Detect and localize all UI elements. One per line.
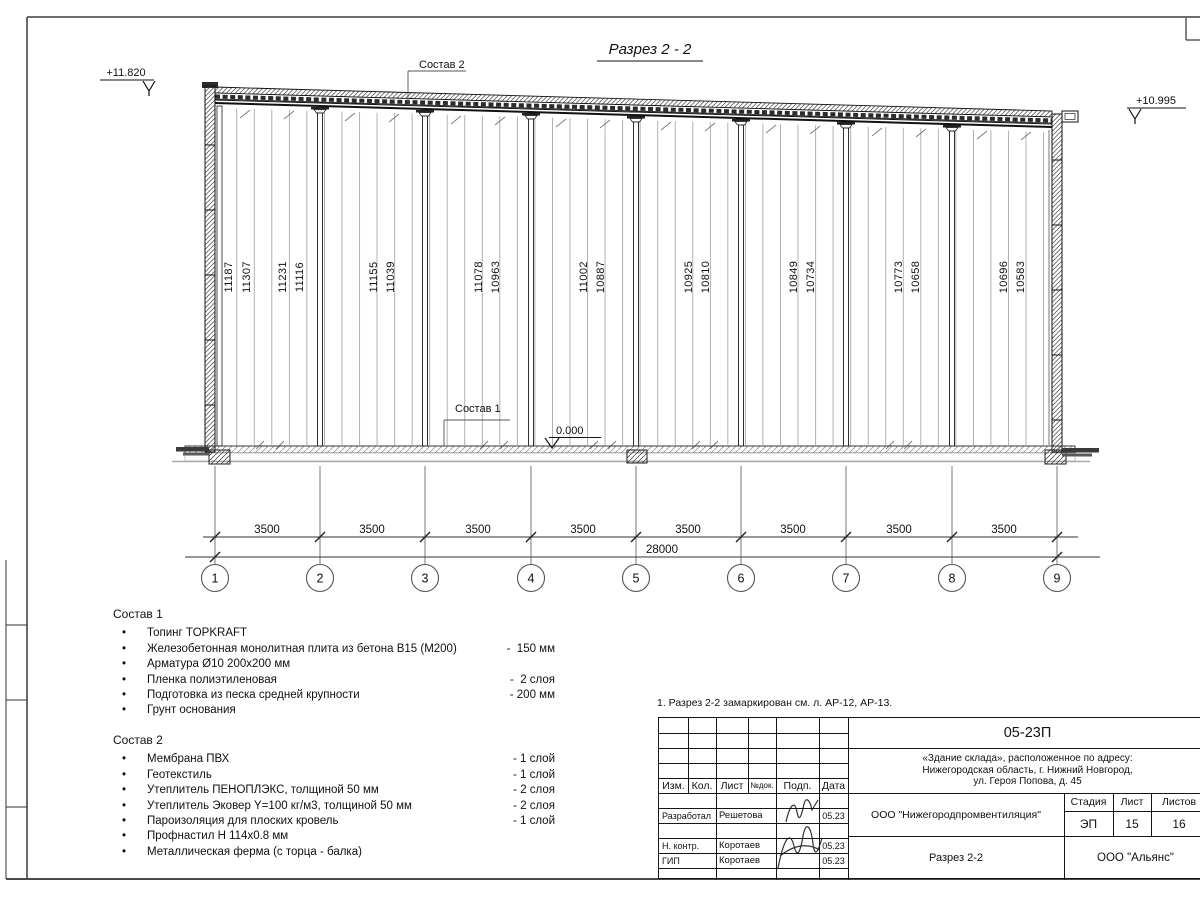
col-header-data: Дата	[821, 779, 846, 792]
axis-number: 7	[842, 571, 850, 586]
item-name: Топинг TOPKRAFT	[147, 627, 248, 640]
tie-dim: 11155	[368, 261, 380, 293]
sostav2-label: Состав 2	[419, 59, 465, 71]
col-header-ndok: №док.	[750, 781, 774, 790]
doc-number: 05-23П	[1003, 725, 1052, 741]
tie-dim: 10734	[805, 260, 817, 294]
right-wall	[1049, 111, 1078, 452]
row-role: Разработал	[662, 810, 711, 821]
col-header-list: Лист	[720, 779, 744, 792]
bay-dim: 3500	[991, 524, 1017, 536]
composition-2-heading: Состав 2	[113, 733, 163, 747]
project-line-2: Нижегородская область, г. Нижний Новгород,	[922, 764, 1133, 776]
item-qty: - 200 мм	[509, 689, 555, 702]
item-name: Железобетонная монолитная плита из бетона В15 (М200)	[147, 642, 457, 655]
sostav1-label: Состав 1	[455, 403, 501, 415]
title-block	[658, 717, 1200, 879]
level-zero-text: 0.000	[556, 425, 584, 437]
tie-dim: 10849	[788, 260, 800, 294]
row-name: Решетова	[719, 810, 763, 821]
item-qty: - 1 слой	[512, 753, 555, 766]
bay-dim: 3500	[359, 524, 385, 536]
list-item	[113, 688, 555, 703]
tie-dim: 11078	[473, 261, 485, 293]
left-wall	[202, 82, 222, 452]
item-qty: - 1 слой	[512, 768, 555, 781]
bullet: •	[122, 627, 127, 640]
item-name: Грунт основания	[147, 704, 236, 717]
level-arrow-icon	[143, 81, 155, 96]
elevation-right-text: +10.995	[1135, 95, 1177, 107]
bullet: •	[122, 799, 127, 812]
list-item	[113, 814, 555, 829]
list-item	[113, 657, 555, 672]
item-name: Утеплитель Эковер Y=100 кг/м3, толщиной 50 мм	[147, 799, 412, 812]
row-date: 05.23	[822, 810, 845, 821]
bullet: •	[122, 753, 127, 766]
list-item	[113, 845, 555, 860]
bay-dim: 3500	[465, 524, 491, 536]
bullet: •	[122, 658, 127, 671]
item-qty: - 2 слоя	[509, 673, 555, 686]
bullet: •	[122, 689, 127, 702]
item-name: Пароизоляция для плоских кровель	[147, 815, 339, 828]
axis-number: 3	[421, 571, 429, 586]
elevation-mark-right	[1127, 95, 1186, 124]
composition-1-block	[113, 607, 555, 719]
item-qty: - 2 слоя	[513, 799, 555, 812]
design-company: ООО "Нижегородпромвентиляция"	[871, 808, 1041, 821]
bullet: •	[122, 673, 127, 686]
tie-dim: 10696	[998, 260, 1010, 294]
tie-dim: 10583	[1015, 260, 1027, 294]
note-text: 1. Разрез 2-2 замаркирован см. л. АР-12, АР-13.	[657, 697, 893, 709]
item-name: Арматура Ø10 200х200 мм	[147, 658, 291, 671]
bay-dim: 3500	[254, 524, 280, 536]
list-item	[113, 673, 555, 688]
item-qty: - 150 мм	[506, 642, 555, 655]
col-header-podp: Подп.	[783, 779, 812, 792]
list-item	[113, 768, 555, 783]
item-name: Профнастил Н 114х0.8 мм	[147, 830, 289, 843]
tie-dim: 10925	[683, 260, 695, 294]
col-header-izm: Изм.	[662, 779, 685, 792]
tie-dim: 10773	[893, 260, 905, 294]
project-description	[848, 748, 1200, 793]
bullet: •	[122, 784, 127, 797]
row-name: Коротаев	[719, 840, 761, 851]
list-item	[113, 783, 555, 798]
project-line-3: ул. Героя Попова, д. 45	[973, 776, 1082, 788]
item-name: Металлическая ферма (с торца - балка)	[147, 845, 362, 858]
axis-number: 5	[632, 571, 640, 586]
axis-number: 6	[737, 571, 745, 586]
sheets-label: Листов	[1161, 796, 1197, 808]
list-item	[113, 642, 555, 657]
tie-dim: 10810	[700, 260, 712, 294]
composition-2-block	[113, 733, 555, 860]
tie-dim: 11002	[578, 261, 590, 293]
col-header-kol: Кол.	[691, 779, 713, 792]
axis-bubbles	[202, 565, 1071, 592]
bay-dim: 3500	[675, 524, 701, 536]
tie-dim: 11187	[223, 261, 235, 293]
bay-dim: 3500	[570, 524, 596, 536]
stage-label: Стадия	[1070, 796, 1107, 808]
bay-dim: 3500	[886, 524, 912, 536]
list-item	[113, 626, 555, 641]
composition-1-heading: Состав 1	[113, 607, 163, 621]
tie-dim: 11039	[385, 261, 397, 293]
row-role: Н. контр.	[662, 840, 700, 851]
item-name: Мембрана ПВХ	[147, 753, 230, 766]
sheet-label: Лист	[1120, 796, 1144, 808]
row-name: Коротаев	[719, 855, 761, 866]
sheet-number: 15	[1125, 816, 1139, 831]
list-item	[113, 752, 555, 767]
item-name: Пленка полиэтиленовая	[147, 673, 277, 686]
bullet: •	[122, 704, 127, 717]
axis-number: 8	[948, 571, 956, 586]
sheets-total: 16	[1172, 816, 1186, 831]
tie-dim: 10963	[490, 260, 502, 294]
axis-number: 4	[527, 571, 535, 586]
item-name: Подготовка из песка средней крупности	[147, 689, 360, 702]
contractor: ООО "Альянс"	[1097, 852, 1174, 864]
item-name: Утеплитель ПЕНОПЛЭКС, толщиной 50 мм	[147, 784, 379, 797]
tie-dim: 11307	[241, 261, 253, 293]
drawing-name: Разрез 2-2	[928, 852, 983, 864]
elevation-mark-left	[100, 67, 155, 96]
bullet: •	[122, 845, 127, 858]
axis-number: 2	[316, 571, 324, 586]
dimension-chain	[185, 466, 1100, 592]
level-arrow-icon	[1129, 109, 1141, 124]
tie-dim: 10887	[595, 260, 607, 294]
item-qty: - 2 слоя	[513, 784, 555, 797]
bay-dimension-labels	[254, 524, 1017, 536]
building-section	[172, 82, 1099, 464]
overall-dim: 28000	[646, 544, 678, 556]
view-title-text: Разрез 2 - 2	[608, 41, 692, 58]
tie-dim: 11116	[294, 261, 306, 293]
bay-dim: 3500	[780, 524, 806, 536]
row-date: 05.23	[822, 855, 845, 866]
elevation-left-text: +11.820	[106, 67, 146, 79]
project-line-1: «Здание склада», расположенное по адресу:	[922, 753, 1133, 765]
row-date: 05.23	[822, 840, 845, 851]
item-name: Геотекстиль	[147, 768, 212, 781]
row-role: ГИП	[662, 855, 680, 866]
list-item	[113, 799, 555, 814]
list-item	[113, 703, 555, 718]
axis-number: 1	[211, 571, 219, 586]
tie-dim: 11231	[277, 261, 289, 293]
item-qty: - 1 слой	[512, 815, 555, 828]
bullet: •	[122, 815, 127, 828]
stage-value: ЭП	[1079, 816, 1098, 831]
tie-dim: 10658	[910, 260, 922, 294]
bullet: •	[122, 642, 127, 655]
axis-number: 9	[1053, 571, 1061, 586]
view-title	[597, 41, 703, 61]
list-item	[113, 829, 555, 844]
bullet: •	[122, 830, 127, 843]
bullet: •	[122, 768, 127, 781]
